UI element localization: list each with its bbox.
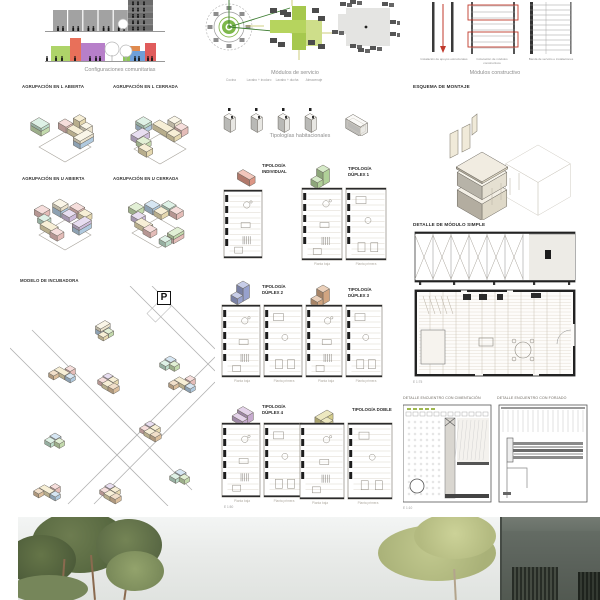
service-module-label: Almacenaje <box>305 78 323 82</box>
construction-details <box>403 402 588 504</box>
incubadora-site-plan <box>10 286 215 506</box>
building-facade <box>500 517 600 600</box>
plan-caption: Planta primera <box>273 379 295 383</box>
incubadora-title: MODELO DE INCUBADORA <box>20 278 79 283</box>
detalle-modulo-title: DETALLE DE MÓDULO SIMPLE <box>413 222 486 227</box>
service-modules-title: Módulos de servicio <box>271 70 319 76</box>
service-module-label: Cocina <box>226 78 236 82</box>
urban-site-diagrams <box>200 0 400 62</box>
service-modules-axonometrics <box>215 86 395 136</box>
module-detail-scale-note: E 1:75 <box>413 380 423 384</box>
plan-caption: Planta baja <box>314 262 330 266</box>
typology-individual-label: TIPOLOGÍA INDIVIDUAL <box>262 163 287 174</box>
plan-caption: Planta baja <box>312 501 328 505</box>
typologies-scale-note: E 1:50 <box>224 505 234 509</box>
plan-caption: Planta baja <box>234 379 250 383</box>
module-detail-section-and-plan <box>413 230 578 378</box>
facade-louvers <box>578 572 600 600</box>
community-elevations-drawing <box>40 0 200 66</box>
bush <box>74 583 126 600</box>
facade-parapet <box>502 517 600 531</box>
details-scale-note: E 1:10 <box>403 506 413 510</box>
plan-caption: Planta primera <box>273 499 295 503</box>
assembly-axonometric <box>420 92 595 220</box>
typologies-title: Tipologías habitacionales <box>269 133 331 139</box>
configuraciones-title: Configuraciones comunitarias <box>84 67 156 73</box>
agrupacion-l-abierta-label: AGRUPACIÓN EN L ABIERTA <box>22 84 85 89</box>
detail-cimentacion-title: DETALLE ENCUENTRO CON CIMENTACIÓN <box>403 396 481 400</box>
assembly-step-caption: Banda de servicio e instalaciones <box>528 57 574 61</box>
assembly-sequence-diagrams <box>425 2 575 58</box>
agrupacion-u-cerrada-label: AGRUPACIÓN EN U CERRADA <box>113 176 179 181</box>
plan-caption: Planta primera <box>355 379 377 383</box>
typologies-plans-drawing <box>215 142 400 507</box>
detail-forjado-title: DETALLE ENCUENTRO CON FORJADO <box>497 396 567 400</box>
facade-louvers <box>512 567 558 600</box>
plan-caption: Planta primera <box>357 501 379 505</box>
typology-duplex1-label: TIPOLOGÍA DÚPLEX 1 <box>348 166 372 177</box>
service-module-label: Lavabo + ducha <box>275 78 299 82</box>
agrupaciones-isometric-diagrams <box>10 90 215 270</box>
constructive-modules-title: Módulos constructivo <box>469 70 521 76</box>
plan-caption: Planta baja <box>234 499 250 503</box>
plan-caption: Planta primera <box>355 262 377 266</box>
exterior-render-image <box>18 517 600 600</box>
service-module-label: Lavabo + inodoro <box>246 78 272 82</box>
typology-duplex2-label: TIPOLOGÍA DÚPLEX 2 <box>262 284 286 295</box>
typology-duplex4-label: TIPOLOGÍA DÚPLEX 4 <box>262 404 286 415</box>
assembly-step-caption: Instalación de apoyos estructurales <box>420 57 468 61</box>
montaje-title: ESQUEMA DE MONTAJE <box>413 84 470 89</box>
plan-caption: Planta baja <box>318 379 334 383</box>
typology-duplex3-label: TIPOLOGÍA DÚPLEX 3 <box>348 287 372 298</box>
parking-sign: P <box>157 291 171 305</box>
agrupacion-u-abierta-label: AGRUPACIÓN EN U ABIERTA <box>22 176 85 181</box>
agrupacion-l-cerrada-label: AGRUPACIÓN EN L CERRADA <box>113 84 178 89</box>
typology-doble-label: TIPOLOGÍA DOBLE <box>352 407 392 412</box>
assembly-step-caption: Colocación de módulos constructivos <box>476 57 508 65</box>
